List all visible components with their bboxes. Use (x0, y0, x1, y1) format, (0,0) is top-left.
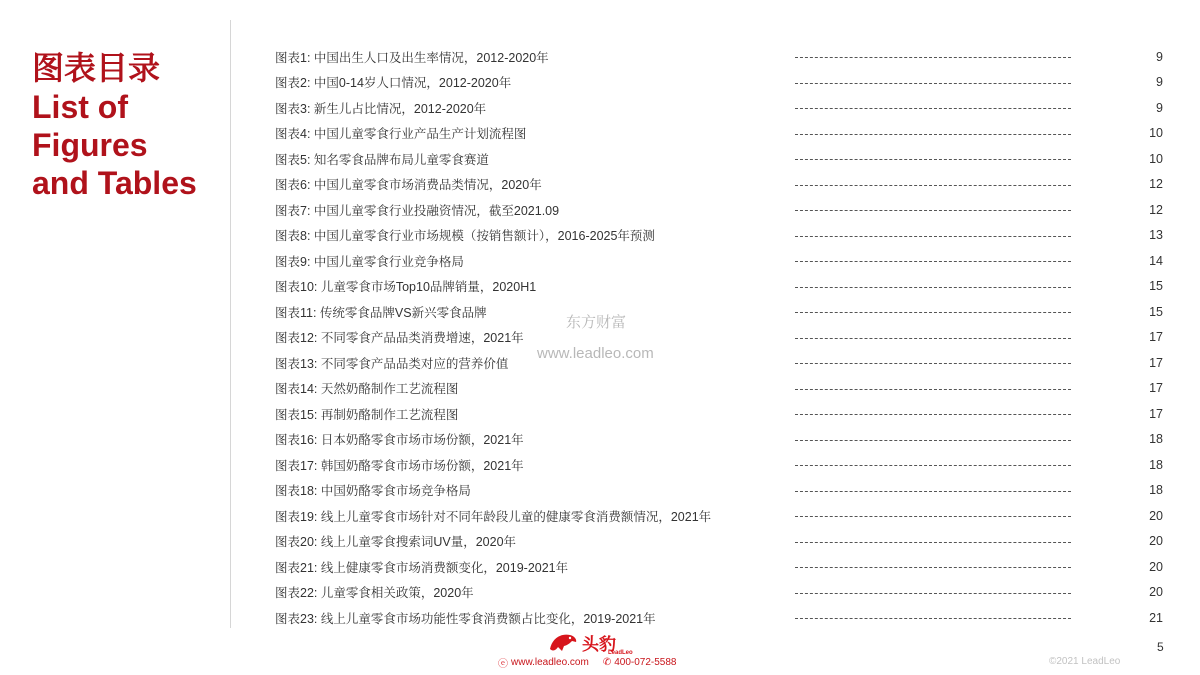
toc-label: 图表19: 线上儿童零食市场针对不同年龄段儿童的健康零食消费额情况，2021年 (275, 509, 712, 524)
copyright: ©2021 LeadLeo (1049, 656, 1121, 667)
brand-name-zh: 头豹 (582, 634, 616, 655)
toc-label: 图表17: 韩国奶酪零食市场市场份额，2021年 (275, 458, 524, 473)
toc-row[interactable] (275, 503, 1163, 529)
toc-row[interactable] (275, 605, 1163, 631)
toc-page-number: 13 (1149, 228, 1163, 243)
toc-label: 图表11: 传统零食品牌VS新兴零食品牌 (275, 305, 487, 320)
toc-page-number: 17 (1149, 355, 1163, 370)
toc-leader-dots (795, 185, 1071, 186)
toc-label: 图表2: 中国0-14岁人口情况，2012-2020年 (275, 76, 512, 91)
toc-row[interactable] (275, 274, 1163, 300)
toc-label: 图表5: 知名零食品牌布局儿童零食赛道 (275, 152, 489, 167)
toc-leader-dots (795, 108, 1071, 109)
toc-row[interactable] (275, 197, 1163, 223)
footer-logo (548, 628, 644, 656)
toc-leader-dots (795, 593, 1071, 594)
toc-leader-dots (795, 363, 1071, 364)
toc-leader-dots (795, 389, 1071, 390)
toc-leader-dots (795, 210, 1071, 211)
toc-page-number: 9 (1156, 75, 1163, 90)
website-text: www.leadleo.com (511, 657, 589, 668)
footer-phone[interactable] (603, 657, 677, 668)
toc-label: 图表7: 中国儿童零食行业投融资情况，截至2021.09 (275, 203, 560, 218)
phone-text: 400-072-5588 (614, 657, 677, 668)
toc-row[interactable] (275, 248, 1163, 274)
toc-leader-dots (795, 440, 1071, 441)
toc-leader-dots (795, 465, 1071, 466)
toc-page-number: 20 (1149, 559, 1163, 574)
toc-page-number: 21 (1149, 610, 1163, 625)
toc-page-number: 17 (1149, 330, 1163, 345)
toc-page-number: 9 (1156, 49, 1163, 64)
heading-zh: 图表目录 (32, 49, 161, 87)
brand-name-en: LeadLeo (608, 650, 633, 656)
toc-leader-dots (795, 542, 1071, 543)
toc-label: 图表20: 线上儿童零食搜索词UV量，2020年 (275, 535, 517, 550)
toc-leader-dots (795, 618, 1071, 619)
toc-label: 图表16: 日本奶酪零食市场市场份额，2021年 (275, 433, 524, 448)
toc-page-number: 20 (1149, 534, 1163, 549)
watermark-text: 东方财富 (566, 313, 627, 331)
toc-page-number: 15 (1149, 304, 1163, 319)
toc-label: 图表6: 中国儿童零食市场消费品类情况，2020年 (275, 178, 542, 193)
toc-page-number: 20 (1149, 585, 1163, 600)
toc-leader-dots (795, 491, 1071, 492)
toc-page-number: 15 (1149, 279, 1163, 294)
toc-page-number: 17 (1149, 406, 1163, 421)
toc-leader-dots (795, 287, 1071, 288)
toc-label: 图表14: 天然奶酪制作工艺流程图 (275, 382, 459, 397)
toc-row[interactable] (275, 95, 1163, 121)
toc-list (275, 44, 1163, 631)
footer-website[interactable] (498, 655, 589, 670)
toc-label: 图表12: 不同零食产品品类消费增速，2021年 (275, 331, 524, 346)
toc-page-number: 20 (1149, 508, 1163, 523)
vertical-divider (230, 20, 231, 628)
toc-row[interactable] (275, 401, 1163, 427)
leopard-logo-icon (548, 629, 578, 655)
toc-label: 图表21: 线上健康零食市场消费额变化，2019-2021年 (275, 560, 569, 575)
toc-label: 图表15: 再制奶酪制作工艺流程图 (275, 407, 459, 422)
toc-leader-dots (795, 516, 1071, 517)
e-icon: ⓔ (498, 659, 508, 670)
toc-row[interactable] (275, 478, 1163, 504)
toc-row[interactable] (275, 121, 1163, 147)
toc-label: 图表18: 中国奶酪零食市场竞争格局 (275, 484, 471, 499)
page-heading (32, 48, 232, 202)
toc-label: 图表3: 新生儿占比情况，2012-2020年 (275, 101, 487, 116)
toc-page-number: 18 (1149, 432, 1163, 447)
toc-page-number: 10 (1149, 151, 1163, 166)
toc-leader-dots (795, 83, 1071, 84)
toc-row[interactable] (275, 554, 1163, 580)
toc-row[interactable] (275, 223, 1163, 249)
toc-page-number: 9 (1156, 100, 1163, 115)
toc-label: 图表4: 中国儿童零食行业产品生产计划流程图 (275, 127, 527, 142)
toc-page-number: 18 (1149, 457, 1163, 472)
toc-row[interactable] (275, 325, 1163, 351)
toc-row[interactable] (275, 146, 1163, 172)
toc-page-number: 18 (1149, 483, 1163, 498)
toc-page-number: 12 (1149, 177, 1163, 192)
watermark-url: www.leadleo.com (537, 345, 654, 362)
toc-leader-dots (795, 414, 1071, 415)
toc-page-number: 17 (1149, 381, 1163, 396)
toc-label: 图表13: 不同零食产品品类对应的营养价值 (275, 356, 509, 371)
toc-leader-dots (795, 159, 1071, 160)
toc-row[interactable] (275, 44, 1163, 70)
toc-row[interactable] (275, 427, 1163, 453)
toc-label: 图表1: 中国出生人口及出生率情况，2012-2020年 (275, 50, 549, 65)
toc-row[interactable] (275, 529, 1163, 555)
page-number: 5 (1157, 640, 1164, 654)
toc-leader-dots (795, 567, 1071, 568)
toc-page-number: 12 (1149, 202, 1163, 217)
toc-leader-dots (795, 236, 1071, 237)
toc-leader-dots (795, 312, 1071, 313)
toc-row[interactable] (275, 299, 1163, 325)
toc-page-number: 14 (1149, 253, 1163, 268)
footer-contact (498, 655, 676, 670)
toc-label: 图表10: 儿童零食市场Top10品牌销量，2020H1 (275, 280, 537, 295)
phone-icon: ✆ (602, 657, 612, 668)
toc-leader-dots (795, 57, 1071, 58)
toc-leader-dots (795, 338, 1071, 339)
toc-leader-dots (795, 261, 1071, 262)
toc-row[interactable] (275, 376, 1163, 402)
toc-label: 图表23: 线上儿童零食市场功能性零食消费额占比变化，2019-2021年 (275, 611, 656, 626)
toc-row[interactable] (275, 350, 1163, 376)
toc-row[interactable] (275, 452, 1163, 478)
toc-label: 图表22: 儿童零食相关政策，2020年 (275, 586, 474, 601)
toc-label: 图表8: 中国儿童零食行业市场规模（按销售额计），2016-2025年预测 (275, 229, 655, 244)
toc-page-number: 10 (1149, 126, 1163, 141)
toc-row[interactable] (275, 172, 1163, 198)
toc-label: 图表9: 中国儿童零食行业竞争格局 (275, 254, 464, 269)
toc-leader-dots (795, 134, 1071, 135)
toc-row[interactable] (275, 580, 1163, 606)
heading-en: List of Figures and Tables (32, 89, 197, 201)
toc-row[interactable] (275, 70, 1163, 96)
